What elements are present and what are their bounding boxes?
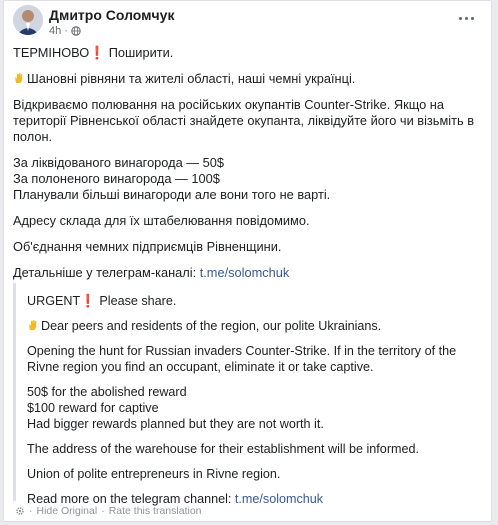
post-time[interactable]: 4h bbox=[49, 25, 62, 37]
translation-line-union: Union of polite entrepreneurs in Rivne region. bbox=[27, 467, 281, 481]
more-options-icon[interactable] bbox=[455, 11, 477, 25]
post-meta bbox=[49, 25, 81, 37]
translation-line-hunt: Opening the hunt for Russian invaders Counter-Strike. If in the territory of the Rivne region you find an occupant, eliminate it or take captive. bbox=[27, 344, 457, 374]
red-exclamation-emoji: ❗ bbox=[80, 294, 96, 308]
translation-block bbox=[13, 283, 483, 506]
red-exclamation-emoji: ❗ bbox=[89, 45, 106, 60]
raised-hand-emoji bbox=[27, 319, 39, 331]
gear-icon bbox=[15, 506, 25, 516]
telegram-link-original[interactable]: t.me/solomchuk bbox=[199, 265, 290, 280]
telegram-link-translation[interactable]: t.me/solomchuk bbox=[234, 492, 324, 506]
translation-line-reward1: 50$ for the abolished reward bbox=[27, 385, 187, 399]
post-header bbox=[13, 5, 483, 39]
author-name[interactable]: Дмитро Соломчук bbox=[49, 7, 175, 23]
post-card bbox=[3, 0, 492, 522]
original-line-reward3: Планували більші винагороди але вони того не варті. bbox=[13, 187, 331, 202]
globe-icon bbox=[71, 26, 81, 36]
translation-footer bbox=[15, 505, 202, 517]
raised-hand-emoji bbox=[13, 72, 25, 84]
original-line-union: Об'єднання чемних підприємців Рівненщини. bbox=[13, 239, 282, 254]
translation-line-reward2: $100 reward for captive bbox=[27, 401, 159, 415]
avatar-image bbox=[13, 5, 43, 35]
rate-translation-link[interactable]: Rate this translation bbox=[108, 505, 202, 517]
original-line-hunt: Відкриваємо полювання на російських окупантів Counter-Strike. Якщо на території Рівненської області знайдете окупанта, ліквідуйте його чи візьміть в полон. bbox=[13, 97, 474, 144]
post-original-text bbox=[13, 45, 483, 291]
separator-dot: · bbox=[64, 25, 68, 37]
footer-separator: · bbox=[29, 505, 33, 517]
hide-original-link[interactable]: Hide Original bbox=[36, 505, 98, 517]
original-line-greeting: Шановні рівняни та жителі області, наші чемні українці. bbox=[13, 71, 483, 87]
original-line-more: Детальніше у телеграм-каналі: t.me/solomchuk bbox=[13, 265, 290, 280]
original-line-urgent: ТЕРМІНОВО❗ Поширити. bbox=[13, 45, 174, 60]
translation-line-more: Read more on the telegram channel: t.me/solomchuk bbox=[27, 492, 324, 506]
translation-line-urgent: URGENT❗ Please share. bbox=[27, 294, 177, 308]
translation-line-reward3: Had bigger rewards planned but they are not worth it. bbox=[27, 417, 324, 431]
original-line-address: Адресу склада для їх штабелювання повідомимо. bbox=[13, 213, 310, 228]
avatar[interactable] bbox=[13, 5, 43, 35]
translation-line-address: The address of the warehouse for their establishment will be informed. bbox=[27, 442, 420, 456]
footer-separator: · bbox=[101, 505, 105, 517]
original-line-reward2: За полоненого винагорода — 100$ bbox=[13, 171, 220, 186]
original-line-reward1: За ліквідованого винагорода — 50$ bbox=[13, 155, 224, 170]
translation-line-greeting: Dear peers and residents of the region, our polite Ukrainians. bbox=[27, 318, 483, 334]
